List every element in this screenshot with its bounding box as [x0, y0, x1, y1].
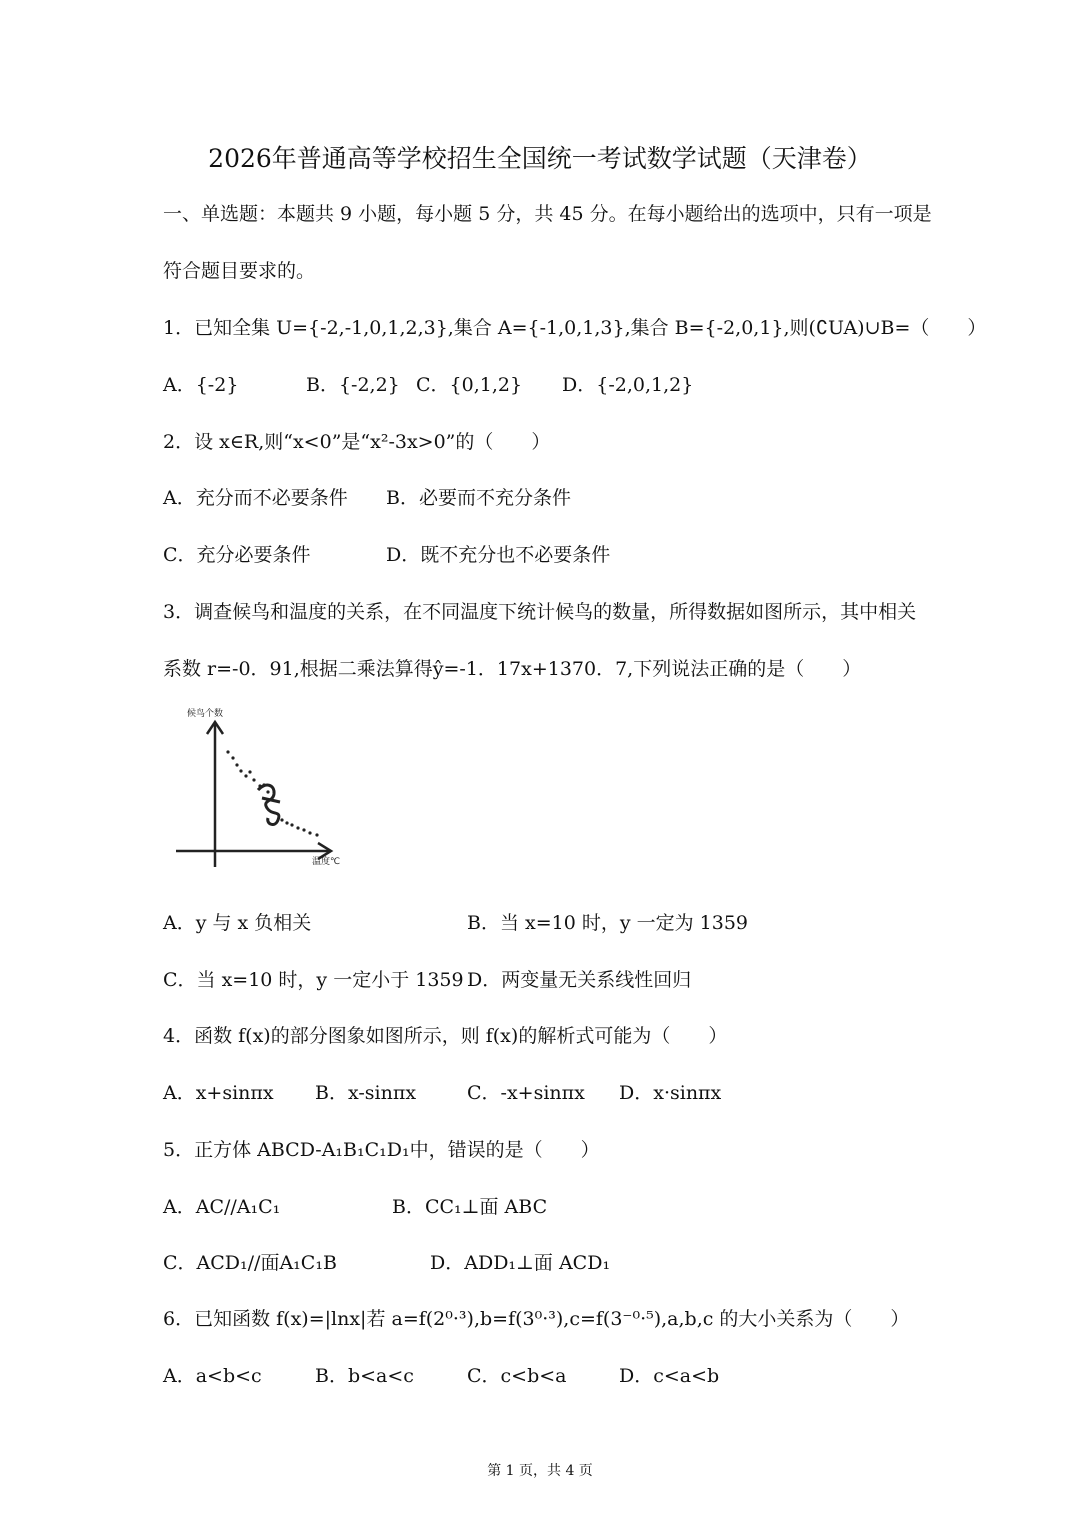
question-3-stem-line2: 系数 r=-0．91,根据二乘法算得ŷ=-1．17x+1370．7,下列说法正确的是（ ） [163, 658, 862, 680]
question-6-option-c: C．c<b<a [467, 1365, 567, 1387]
exam-title: 2026年普通高等学校招生全国统一考试数学试题（天津卷） [208, 144, 872, 173]
question-3-option-c: C．当 x=10 时，y 一定小于 1359 [163, 969, 464, 991]
question-4-option-c: C．-x+sinπx [467, 1082, 585, 1104]
page-footer: 第 1 页，共 4 页 [487, 1463, 593, 1479]
question-6-option-b: B．b<a<c [315, 1365, 414, 1387]
question-6-option-a: A．a<b<c [163, 1365, 262, 1387]
y-axis-label: 候鸟个数 [187, 709, 224, 719]
question-3-option-d: D．两变量无关系线性回归 [467, 969, 692, 991]
question-5-option-d: D．ADD₁⊥面 ACD₁ [430, 1252, 611, 1274]
question-3-stem-line1: 3．调查候鸟和温度的关系，在不同温度下统计候鸟的数量，所得数据如图所示，其中相关 [163, 601, 917, 623]
question-6-stem: 6．已知函数 f(x)=|lnx|若 a=f(2⁰·³),b=f(3⁰·³),c=f(3⁻⁰·⁵),a,b,c 的大小关系为（ ） [163, 1308, 910, 1330]
question-6-option-d: D．c<a<b [619, 1365, 720, 1387]
question-4-option-b: B．x-sinπx [315, 1082, 417, 1104]
section-intro-line2: 符合题目要求的。 [163, 260, 316, 282]
question-2-stem: 2．设 x∈R,则“x<0”是“x²-3x>0”的（ ） [163, 431, 551, 453]
x-axis-label: 温度℃ [312, 857, 341, 867]
question-2-option-a: A．充分而不必要条件 [163, 487, 348, 509]
question-1-stem: 1．已知全集 U={-2,-1,0,1,2,3},集合 A={-1,0,1,3},集合 B={-2,0,1},则(∁UA)∪B=（ ） [163, 317, 987, 339]
section-intro-line1: 一、单选题：本题共 9 小题，每小题 5 分，共 45 分。在每小题给出的选项中，只有一项是 [163, 203, 932, 225]
question-1-option-d: D．{-2,0,1,2} [562, 374, 694, 396]
question-3-option-b: B．当 x=10 时，y 一定为 1359 [467, 912, 749, 934]
question-4-stem: 4．函数 f(x)的部分图象如图所示，则 f(x)的解析式可能为（ ） [163, 1025, 728, 1047]
question-5-option-c: C．ACD₁//面A₁C₁B [163, 1252, 337, 1274]
question-4-option-d: D．x·sinπx [619, 1082, 722, 1104]
question-2-option-d: D．既不充分也不必要条件 [386, 544, 611, 566]
question-4-option-a: A．x+sinπx [163, 1082, 274, 1104]
question-2-option-b: B．必要而不充分条件 [386, 487, 571, 509]
bird-temperature-figure [170, 702, 370, 874]
question-5-option-b: B．CC₁⊥面 ABC [392, 1196, 548, 1218]
question-3-option-a: A．y 与 x 负相关 [163, 912, 312, 934]
question-5-stem: 5．正方体 ABCD-A₁B₁C₁D₁中，错误的是（ ） [163, 1139, 600, 1161]
question-5-option-a: A．AC//A₁C₁ [163, 1196, 281, 1218]
question-1-option-c: C．{0,1,2} [416, 374, 523, 396]
question-2-option-c: C．充分必要条件 [163, 544, 311, 566]
question-1-option-b: B．{-2,2} [306, 374, 400, 396]
question-1-option-a: A．{-2} [163, 374, 239, 396]
